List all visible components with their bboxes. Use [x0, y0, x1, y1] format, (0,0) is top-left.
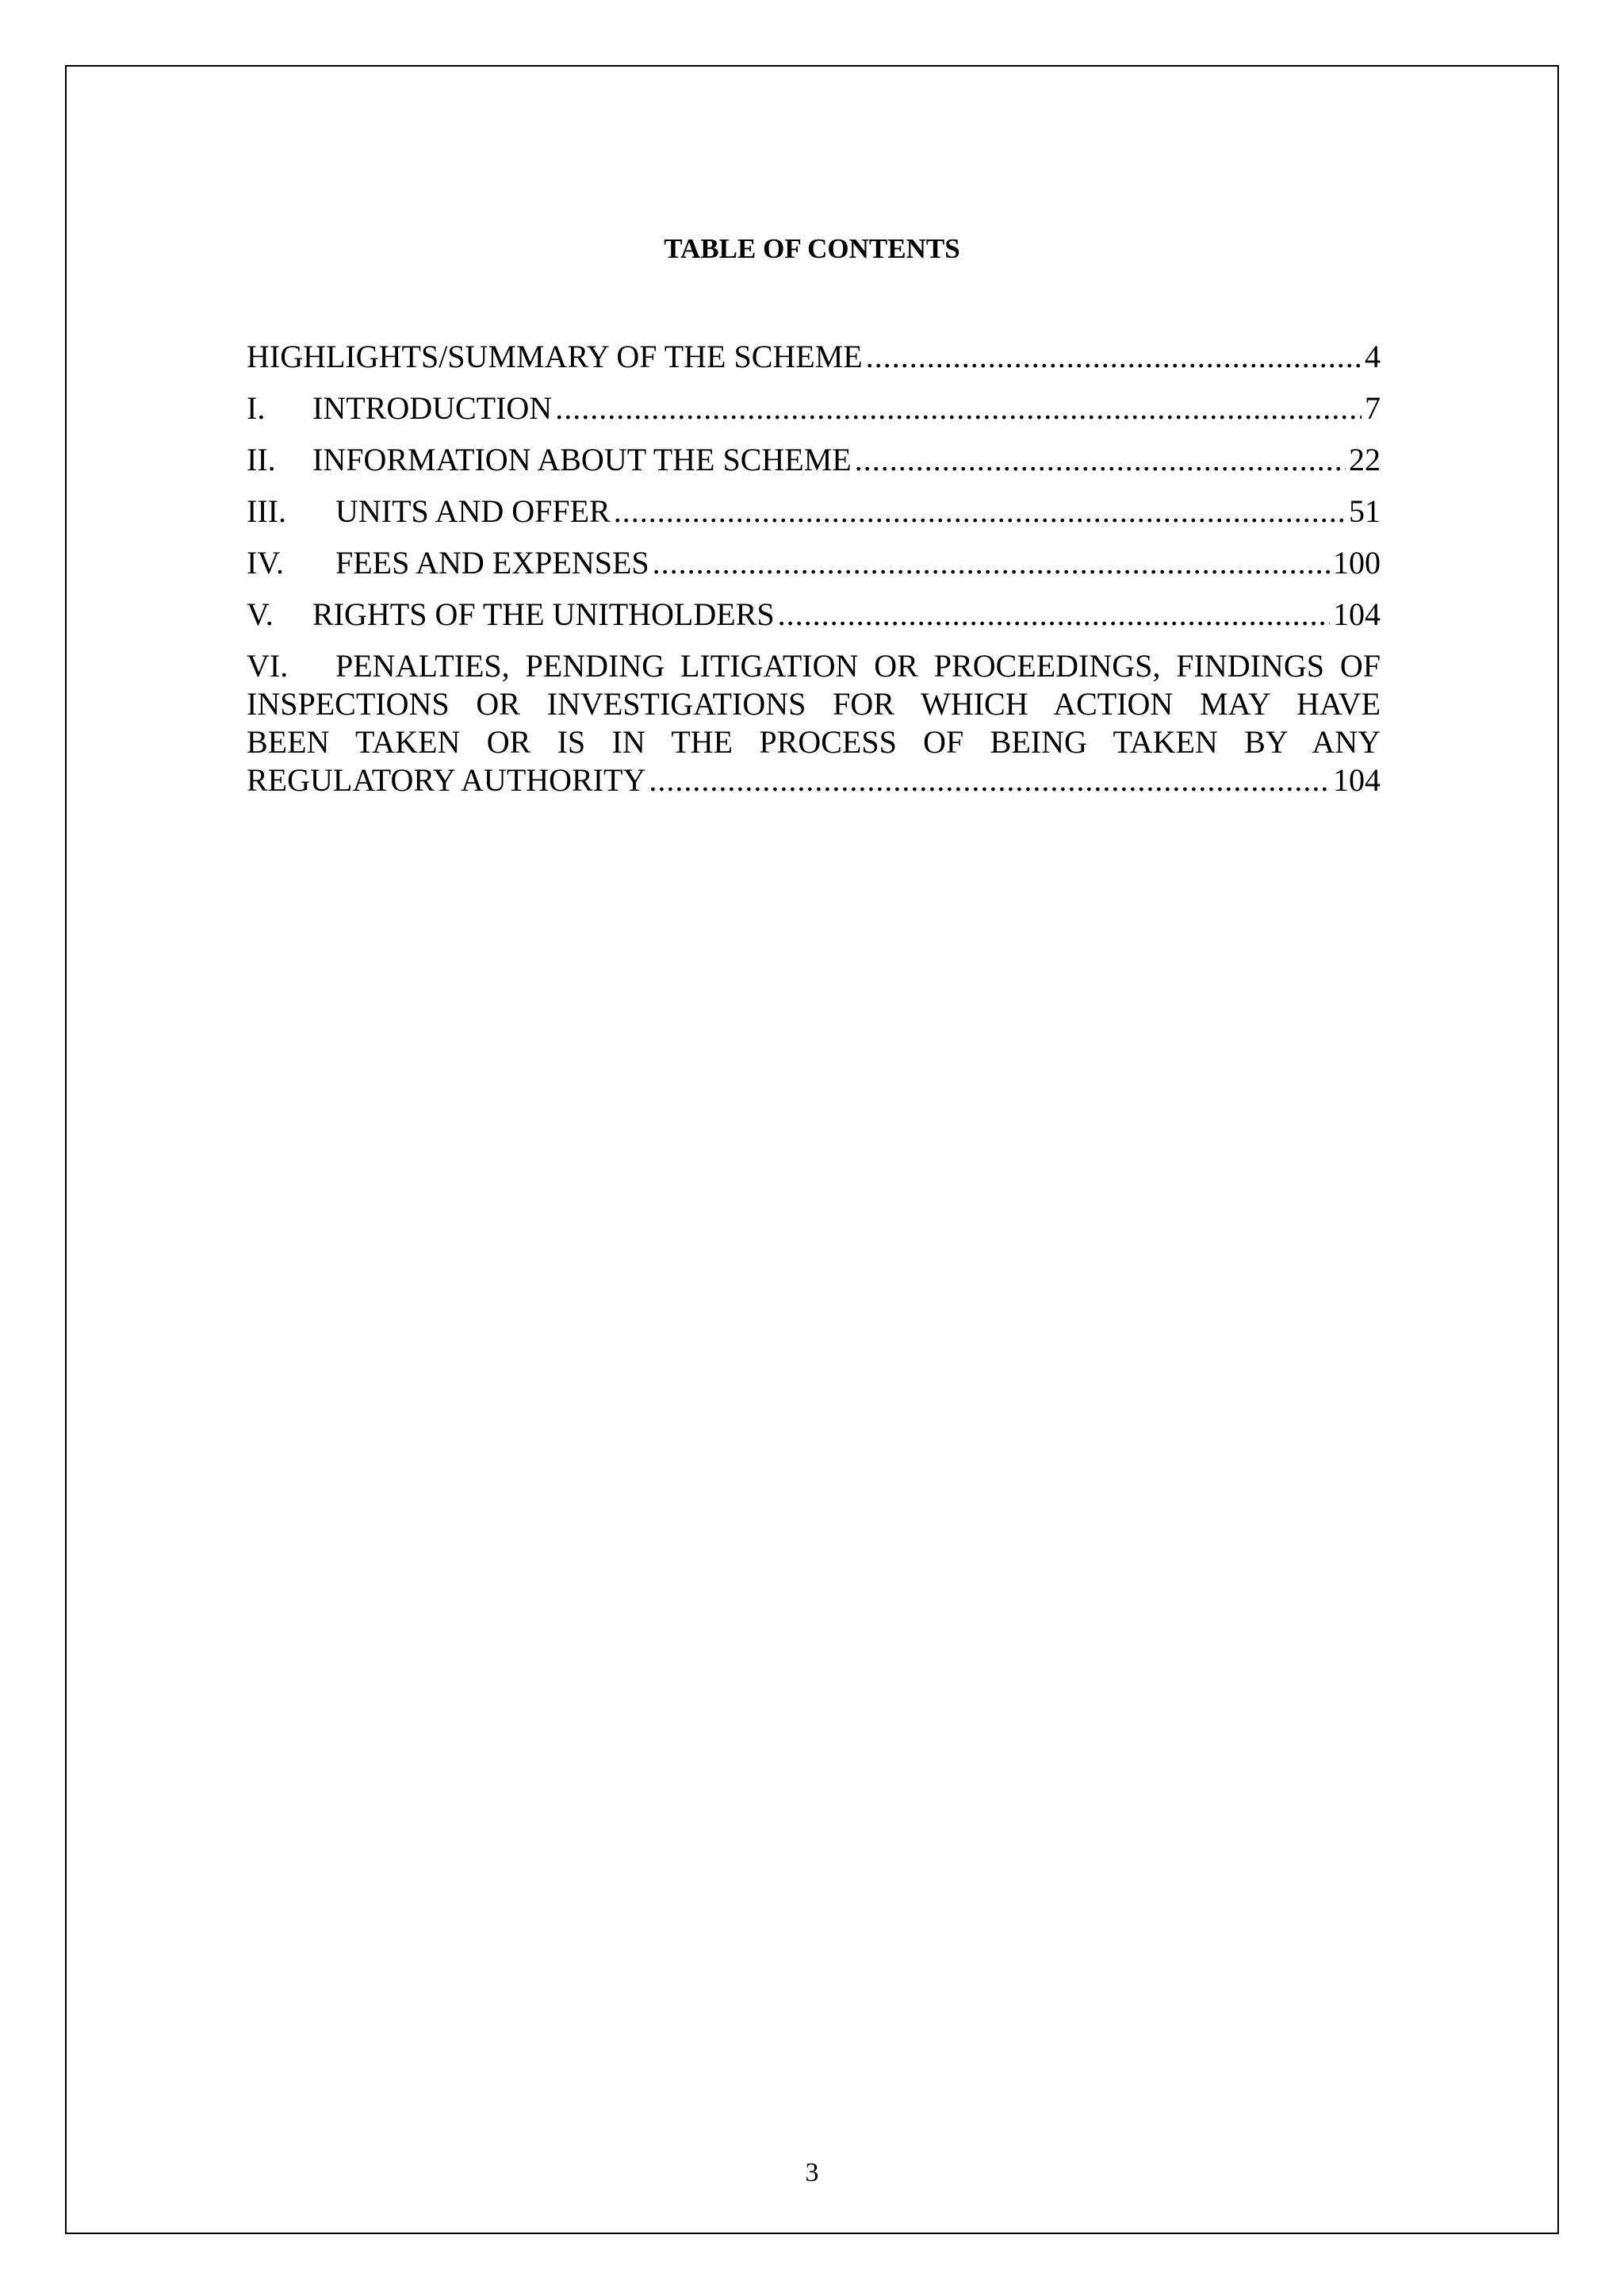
- toc-entry-label-line-3: BEEN TAKEN OR IS IN THE PROCESS OF BEING TAKEN BY ANY: [247, 724, 1381, 760]
- toc-leader-dots: [778, 596, 1330, 634]
- toc-entry-fees-and-expenses[interactable]: [247, 544, 1381, 596]
- toc-leader-dots: [653, 544, 1330, 582]
- toc-entry-page: 4: [1365, 339, 1381, 374]
- toc-leader-dots: [614, 493, 1346, 531]
- toc-entry-label: INFORMATION ABOUT THE SCHEME: [312, 442, 852, 477]
- toc-entry-number: VI.: [247, 648, 289, 684]
- toc-entry-page: 22: [1349, 442, 1381, 477]
- toc-entry-units-and-offer[interactable]: [247, 493, 1381, 544]
- toc-entry-line: [247, 761, 1381, 799]
- toc-entry-penalties[interactable]: [247, 647, 1381, 799]
- toc-leader-dots: [855, 441, 1346, 479]
- toc-entry-number: III.: [247, 493, 286, 529]
- toc-entry-page: 7: [1365, 390, 1381, 426]
- toc-entry-label: HIGHLIGHTS/SUMMARY OF THE SCHEME: [247, 339, 863, 374]
- toc-entry-label-line-2: INSPECTIONS OR INVESTIGATIONS FOR WHICH ACTION MAY HAVE: [247, 686, 1381, 722]
- toc-entry-information-about-scheme[interactable]: [247, 441, 1381, 493]
- toc-entry-page: 104: [1333, 762, 1381, 798]
- toc-entry-page: 104: [1333, 596, 1381, 632]
- toc-entry-label-line-1: PENALTIES, PENDING LITIGATION OR PROCEEDINGS, FINDINGS OF: [335, 648, 1381, 684]
- table-of-contents: [247, 338, 1381, 799]
- toc-title: TABLE OF CONTENTS: [664, 233, 960, 264]
- toc-entry-introduction[interactable]: [247, 389, 1381, 441]
- toc-leader-dots: [866, 338, 1362, 376]
- toc-entry-label: INTRODUCTION: [312, 390, 553, 426]
- toc-entry-number: I.: [247, 390, 266, 426]
- toc-entry-label-line-4: REGULATORY AUTHORITY: [247, 762, 646, 798]
- toc-entry-label: UNITS AND OFFER: [335, 493, 611, 529]
- toc-entry-label: FEES AND EXPENSES: [335, 545, 649, 581]
- toc-entry-label: RIGHTS OF THE UNITHOLDERS: [312, 596, 775, 632]
- toc-entry-number: IV.: [247, 545, 285, 581]
- toc-entry-number: II.: [247, 442, 276, 477]
- page-number: 3: [805, 2158, 819, 2187]
- toc-entry-page: 100: [1333, 545, 1381, 581]
- toc-entry-number: V.: [247, 596, 274, 632]
- toc-entry-rights-of-unitholders[interactable]: [247, 596, 1381, 647]
- toc-leader-dots: [555, 389, 1362, 427]
- toc-entry-page: 51: [1349, 493, 1381, 529]
- toc-entry-highlights[interactable]: [247, 338, 1381, 389]
- toc-entry-line: [247, 647, 1381, 685]
- toc-leader-dots: [649, 761, 1330, 799]
